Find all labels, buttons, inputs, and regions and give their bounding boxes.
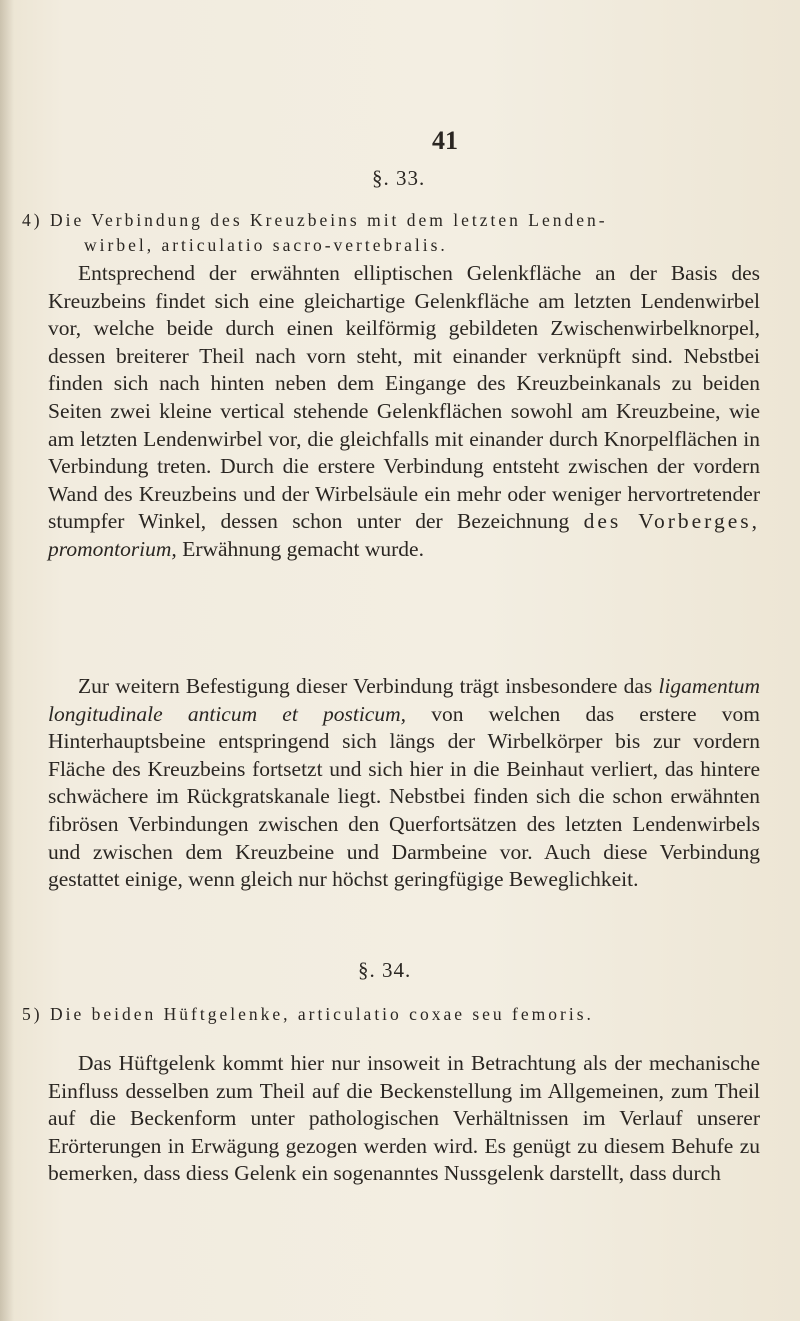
section-33-p2-end: von welchen das erstere vom Hinterhauptsbeine entspringend sich längs der Wirbelkörper bis zur vordern Fläche des Kreuzbeins fortsetzt und sich hier in die Beinhaut verliert, das hintere schwächere im Rückgratskanale liegt. Nebstbei finden sich die schon erwähnten fibrösen Verbindungen zwischen den Querfortsätzen des letzten Lendenwirbels und zwischen dem Kreuzbeine und Darmbeine vor. Auch diese Verbindung gestattet einige, wenn gleich nur höchst geringfügige Beweglichkeit. (48, 701, 760, 892)
section-34-heading (22, 1002, 782, 1027)
section-33-p2-start: Zur weitern Befestigung dieser Verbindung trägt insbesondere das (78, 674, 653, 698)
section-33-p2-italic: ligamentum longitudinale anticum et posticum, (48, 674, 760, 726)
section-34-p1-text: Das Hüftgelenk kommt hier nur insoweit in Betrachtung als der mechanische Einfluss desselben zum Theil auf die Beckenstellung im Allgemeinen, zum Theil auf die Beckenform unter pathologischen Verhältnissen im Verlauf unserer Erörterungen in Erwägung gezogen werden wird. Es genügt zu diesem Behufe zu bemerken, dass diess Gelenk ein sogenanntes Nussgelenk darstellt, dass durch (48, 1051, 760, 1186)
section-33-heading-line1: 4) Die Verbindung des Kreuzbeins mit dem letzten Lenden- (22, 210, 608, 230)
section-33-paragraph-2 (48, 673, 760, 894)
section-34-heading-line1: 5) Die beiden Hüftgelenke, articulatio coxae seu femoris. (22, 1004, 594, 1024)
binding-shadow (0, 0, 14, 1321)
section-34-paragraph-1 (48, 1050, 760, 1188)
section-33-paragraph-1 (48, 260, 760, 564)
section-33-heading-line2: wirbel, articulatio sacro-vertebralis. (84, 235, 448, 255)
section-33-mark: §. 33. (372, 166, 426, 190)
section-33-p1-italic: promontorium, (48, 536, 177, 561)
section-33-p1-spaced: des Vorberges, (583, 509, 760, 534)
section-33-heading (22, 208, 782, 258)
section-33-p1-end: Erwähnung gemacht wurde. (182, 536, 424, 561)
section-33-p1-text: Entsprechend der erwähnten elliptischen Gelenkfläche an der Basis des Kreuzbeins findet sich eine gleichartige Gelenkfläche am letzten Lendenwirbel vor, welche beide durch einen keilförmig gebildeten Zwischenwirbelknorpel, dessen breiterer Theil nach vorn steht, mit einander verknüpft sind. Nebstbei finden sich nach hinten neben dem Eingange des Kreuzbeinkanals zu beiden Seiten zwei kleine vertical stehende Gelenkflächen sowohl am Kreuzbeine, wie am letzten Lendenwirbel vor, die gleichfalls mit einander durch Knorpelflächen in Verbindung treten. Durch die erstere Verbindung entsteht zwischen der vordern Wand des Kreuzbeins und der Wirbelsäule ein mehr oder weniger hervortretender stumpfer Winkel, dessen schon unter der Bezeichnung (48, 261, 760, 534)
section-34-mark: §. 34. (358, 958, 412, 982)
page-number: 41 (432, 126, 458, 155)
